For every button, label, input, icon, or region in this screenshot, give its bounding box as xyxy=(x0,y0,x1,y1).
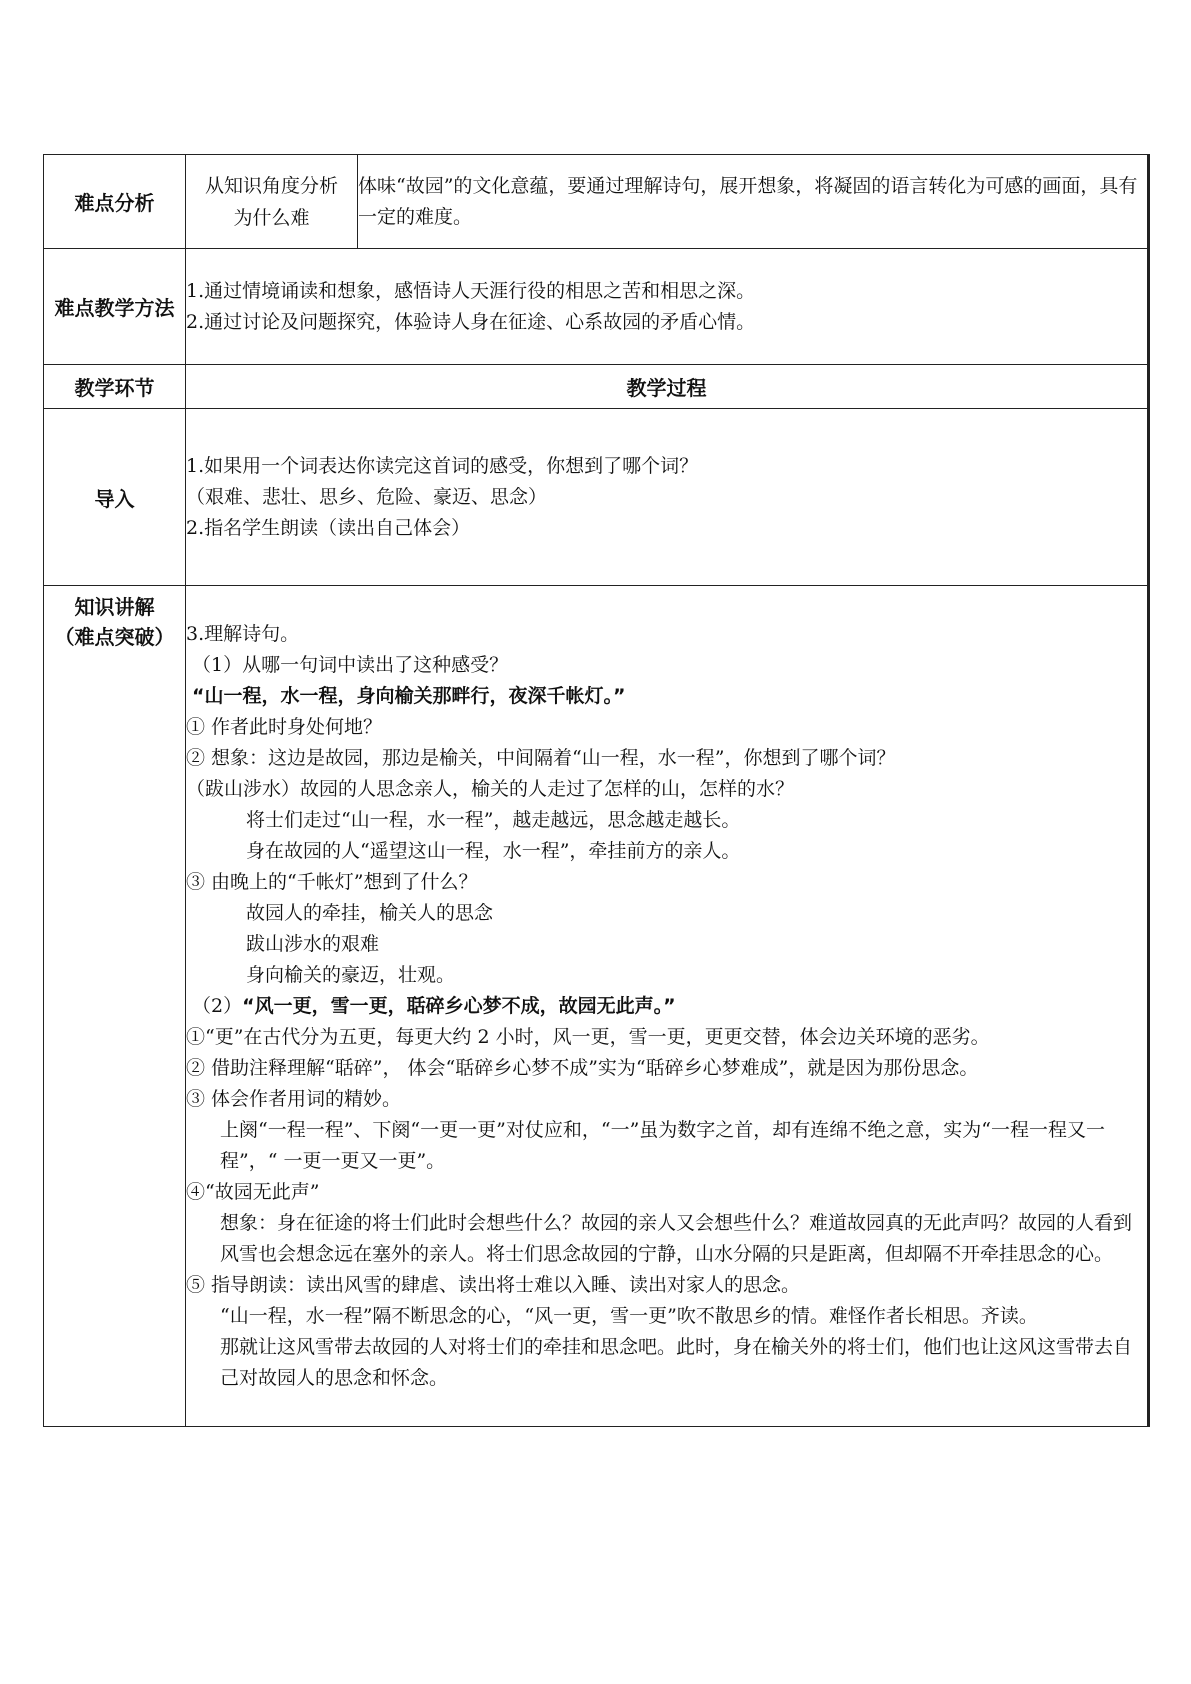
difficulty-analysis-row xyxy=(44,155,1149,249)
knowledge-angle-label-line2: 为什么难 xyxy=(233,206,310,229)
intro-line-1: 1.如果用一个词表达你读完这首词的感受，你想到了哪个词？ xyxy=(186,454,699,477)
knowledge-line: 3.理解诗句。 xyxy=(186,622,300,645)
knowledge-line: （跋山涉水）故园的人思念亲人，榆关的人走过了怎样的山，怎样的水？ xyxy=(186,777,795,800)
knowledge-line: 想象：身在征途的将士们此时会想些什么？故园的亲人又会想些什么？难道故园真的无此声吗？故园的人看到风雪也会想念远在塞外的亲人。将士们思念故园的宁静，山水分隔的只是距离，但却隔不开牵挂思念的心。 xyxy=(220,1211,1133,1265)
knowledge-line: 将士们走过“山一程，水一程”，越走越远，思念越走越长。 xyxy=(246,808,741,831)
knowledge-line: “山一程，水一程”隔不断思念的心，“风一更，雪一更”吹不散思乡的情。难怪作者长相思。齐读。 xyxy=(220,1304,1038,1327)
knowledge-line: 那就让这风雪带去故园的人对将士们的牵挂和思念吧。此时，身在榆关外的将士们，他们也让这风这雪带去自己对故园人的思念和怀念。 xyxy=(220,1335,1133,1389)
method-label: 难点教学方法 xyxy=(44,249,186,365)
knowledge-angle-label-line1: 从知识角度分析 xyxy=(204,174,338,197)
difficulty-analysis-label: 难点分析 xyxy=(44,155,186,249)
knowledge-angle-cell xyxy=(186,155,358,249)
method-content xyxy=(186,249,1149,365)
process-header: 教学过程 xyxy=(186,365,1149,409)
knowledge-line: ③ 体会作者用词的精妙。 xyxy=(186,1087,402,1110)
method-line-2: 2.通过讨论及问题探究，体验诗人身在征途、心系故园的矛盾心情。 xyxy=(186,310,756,333)
lesson-plan-table xyxy=(43,154,1150,1427)
poem-line-2: “风一更，雪一更，聒碎乡心梦不成，故园无此声。” xyxy=(242,994,676,1017)
intro-line-3: 2.指名学生朗读（读出自己体会） xyxy=(186,516,471,539)
knowledge-line: ② 借助注释理解“聒碎”， 体会“聒碎乡心梦不成”实为“聒碎乡心梦难成”，就是因为那份思念。 xyxy=(186,1056,979,1079)
knowledge-line: 身在故园的人“遥望这山一程，水一程”，牵挂前方的亲人。 xyxy=(246,839,741,862)
knowledge-line: 上阕“一程一程”、下阕“一更一更”对仗应和，“一”虽为数字之首，却有连绵不绝之意，实为“一程一程又一程”，“ 一更一更又一更”。 xyxy=(220,1118,1105,1172)
knowledge-line: ① 作者此时身处何地？ xyxy=(186,715,383,738)
knowledge-content xyxy=(186,586,1149,1427)
knowledge-line: 跋山涉水的艰难 xyxy=(246,932,380,955)
knowledge-line: ①“更”在古代分为五更，每更大约 2 小时，风一更，雪一更，更更交替，体会边关环境的恶劣。 xyxy=(186,1025,990,1048)
difficulty-analysis-content: 体味“故园”的文化意蕴，要通过理解诗句，展开想象，将凝固的语言转化为可感的画面，具有一定的难度。 xyxy=(358,155,1149,249)
intro-line-2: （艰难、悲壮、思乡、危险、豪迈、思念） xyxy=(186,485,548,508)
subsection-number: （2） xyxy=(192,994,243,1017)
knowledge-line xyxy=(186,991,1147,1022)
knowledge-label-cell xyxy=(44,586,186,1427)
poem-line-1: “山一程，水一程，身向榆关那畔行，夜深千帐灯。” xyxy=(192,684,626,707)
intro-label: 导入 xyxy=(44,409,186,586)
knowledge-line: 身向榆关的豪迈，壮观。 xyxy=(246,963,456,986)
knowledge-line: 故园人的牵挂，榆关人的思念 xyxy=(246,901,494,924)
knowledge-line: ⑤ 指导朗读：读出风雪的肆虐、读出将士难以入睡、读出对家人的思念。 xyxy=(186,1273,801,1296)
method-row xyxy=(44,249,1149,365)
intro-content xyxy=(186,409,1149,586)
knowledge-label: 知识讲解 xyxy=(74,595,155,619)
knowledge-line: ④“故园无此声” xyxy=(186,1180,320,1203)
method-line-1: 1.通过情境诵读和想象，感悟诗人天涯行役的相思之苦和相思之深。 xyxy=(186,279,756,302)
knowledge-row xyxy=(44,586,1149,1427)
knowledge-line: ③ 由晚上的“千帐灯”想到了什么？ xyxy=(186,870,478,893)
knowledge-line: ② 想象：这边是故园，那边是榆关，中间隔着“山一程，水一程”，你想到了哪个词？ xyxy=(186,746,896,769)
header-row xyxy=(44,365,1149,409)
intro-row xyxy=(44,409,1149,586)
stage-header: 教学环节 xyxy=(44,365,186,409)
knowledge-sublabel: （难点突破） xyxy=(54,625,175,649)
knowledge-line: （1）从哪一句词中读出了这种感受？ xyxy=(192,653,509,676)
